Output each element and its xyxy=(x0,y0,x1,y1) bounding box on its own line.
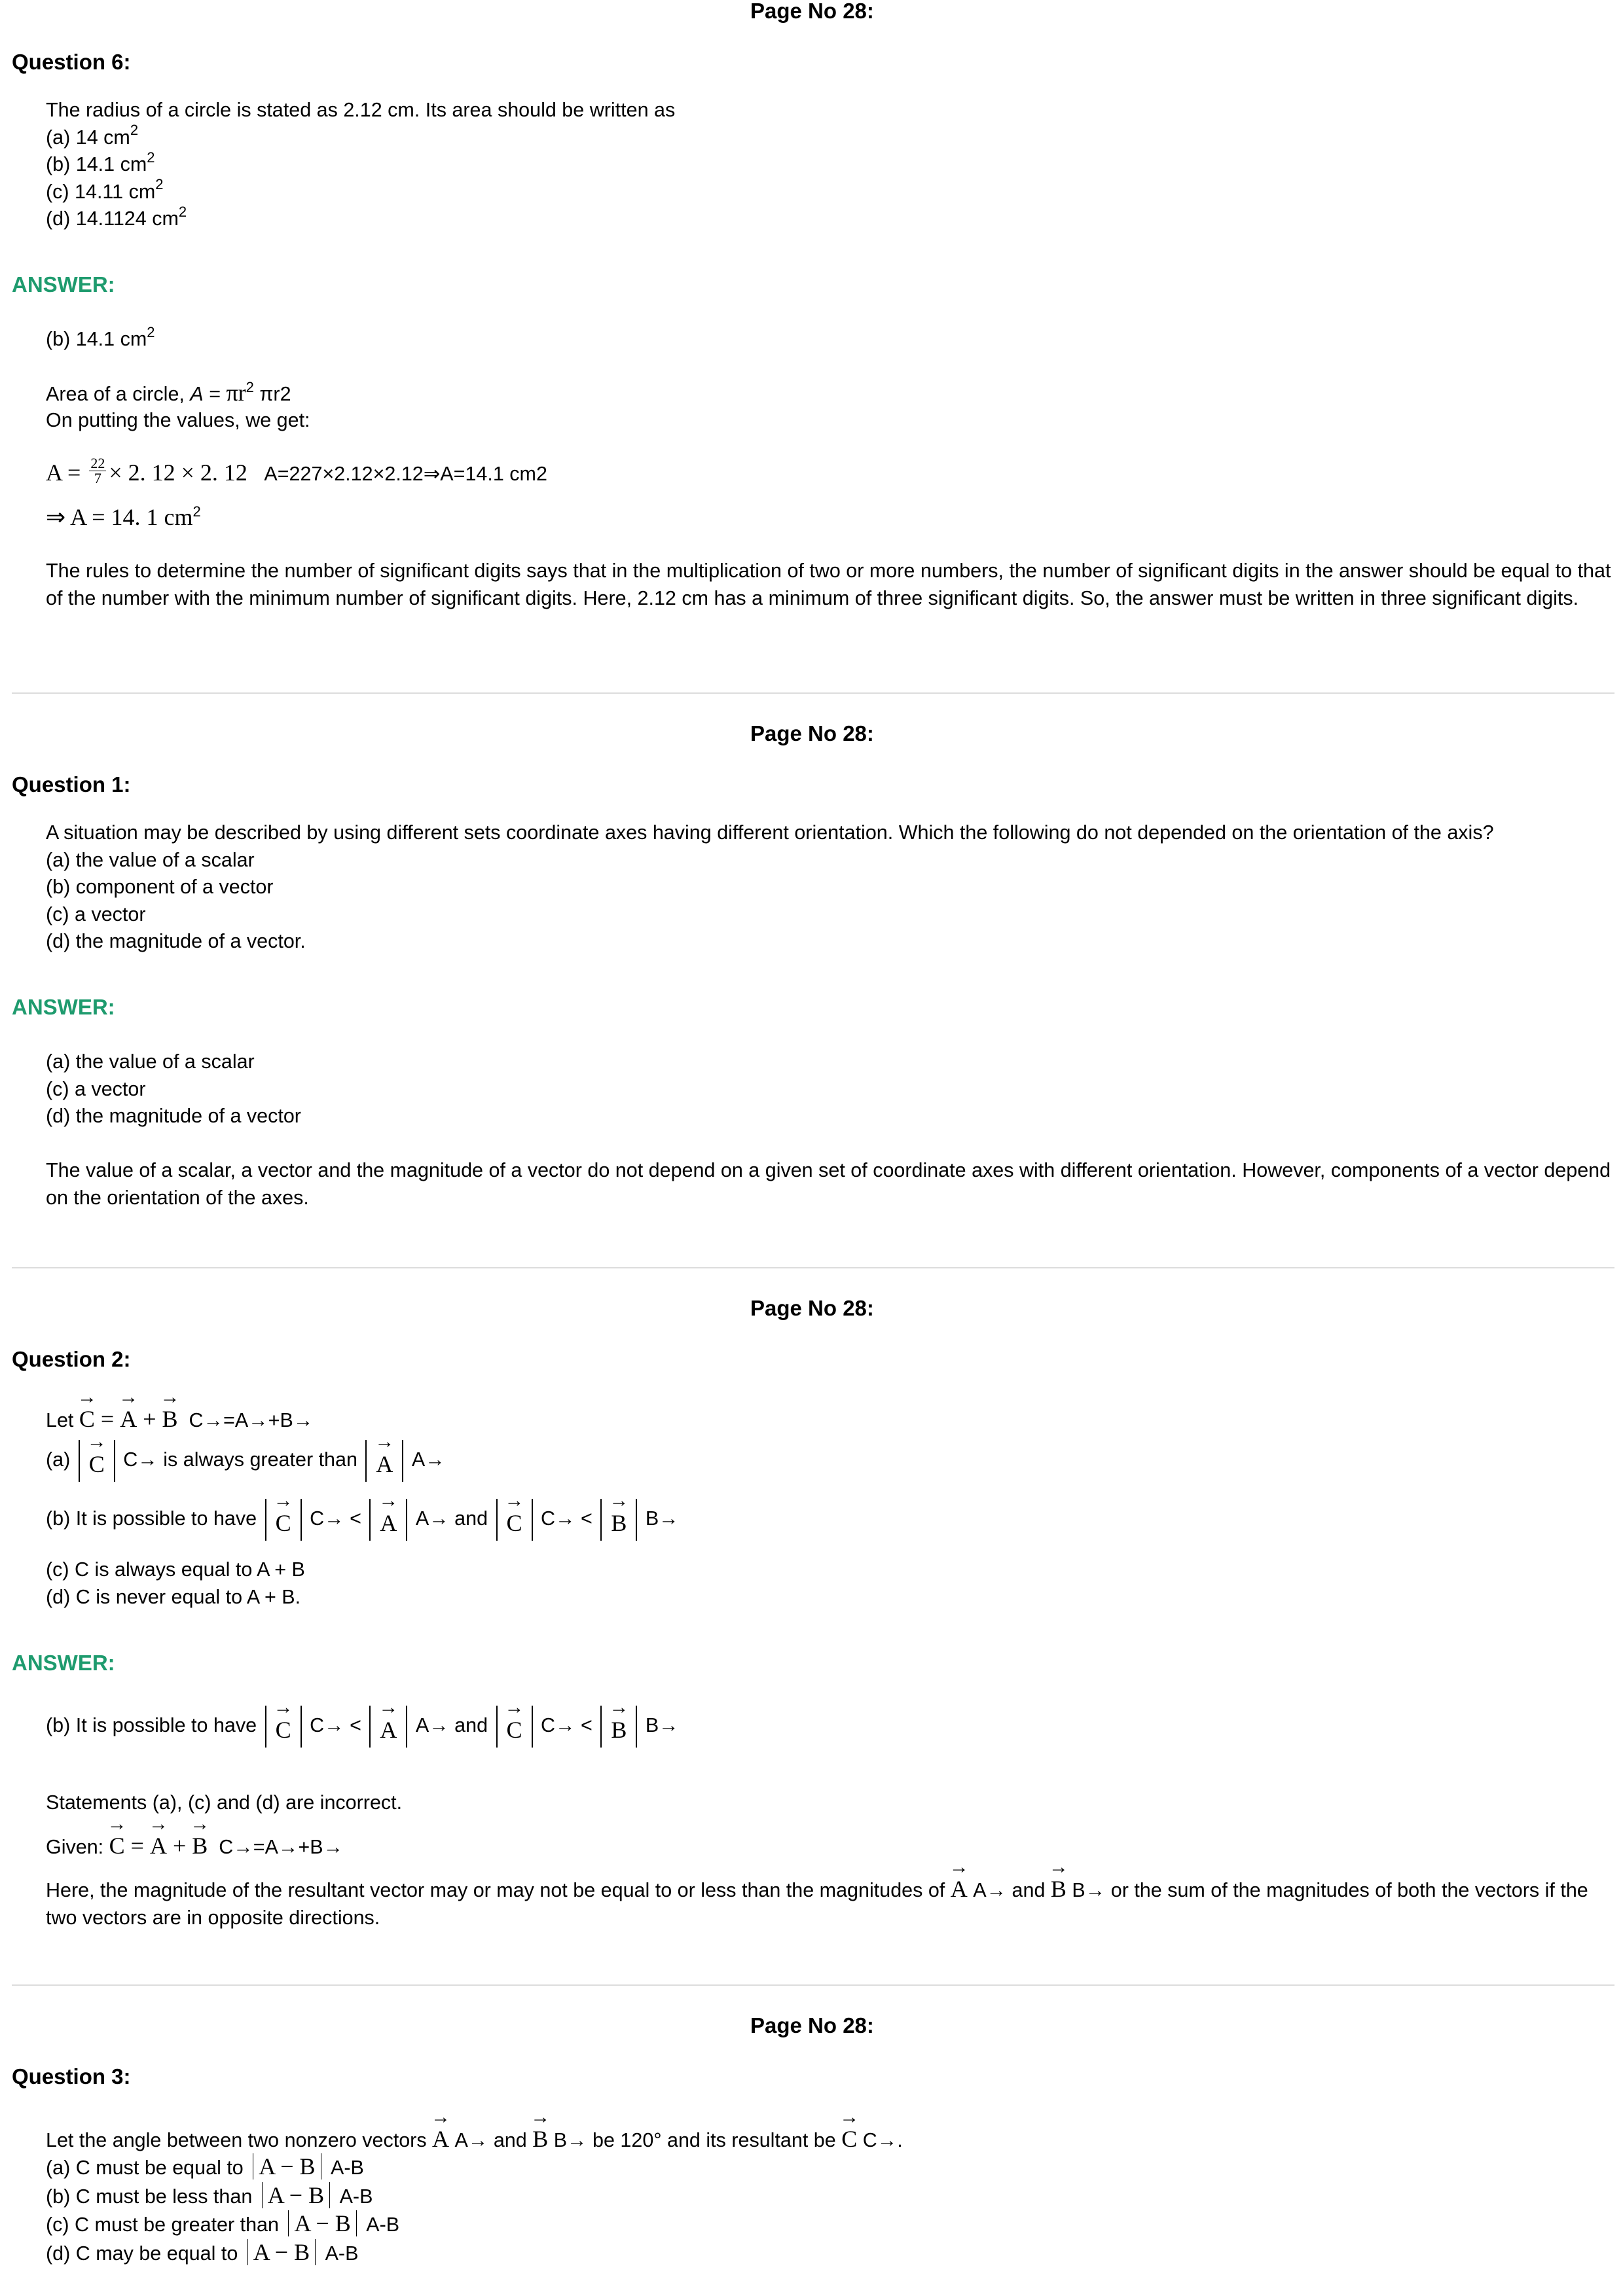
question-2-answer: (b) It is possible to have → C C→ < → A A→ and → C C→ < → B B→ xyxy=(46,1706,679,1748)
question-2-let: Let → C = → A + → B C→=A→+B→ xyxy=(46,1403,313,1435)
question-3-option-d: (d) C may be equal to A − B A-B xyxy=(46,2238,359,2265)
question-3-stem: Let the angle between two nonzero vectors → A A→ and → B B→ be 120° and its resultant be → C C→. xyxy=(46,2123,903,2155)
question-6-option-a: (a) 14 $cm^2$ xyxy=(46,122,139,149)
question-1-answer-a: (a) the value of a scalar xyxy=(46,1050,255,1073)
question-3-options xyxy=(46,2153,399,2267)
question-6-area-formula: Area of a circle, $A = \pi r^2$ πr2 xyxy=(46,378,291,406)
page-number: Page No 28: xyxy=(750,721,874,745)
question-3-option-b: (b) C must be less than A − B A-B xyxy=(46,2181,373,2208)
fraction-22-over-7: $\frac{22}{7}$ xyxy=(90,455,105,487)
question-1-option-d: (d) the magnitude of a vector. xyxy=(46,930,306,952)
page-number: Page No 28: xyxy=(750,1296,874,1320)
question-6-option-c: (c) 14.11 $cm^2$ xyxy=(46,176,164,203)
question-2-option-b: (b) It is possible to have → C C→ < → A A→ and → C C→ < → B B→ xyxy=(46,1499,679,1541)
question-3-title: Question 3: xyxy=(12,2064,131,2089)
question-1-body xyxy=(46,819,1623,956)
question-1-answer-c: (c) a vector xyxy=(46,1077,146,1100)
question-2-option-c: (c) C is always equal to A + B xyxy=(46,1558,305,1581)
divider xyxy=(12,692,1614,694)
answer-label: ANSWER: xyxy=(12,995,115,1019)
question-6-option-d: (d) 14.1124 $cm^2$ xyxy=(46,203,187,230)
question-2-option-a: (a) → C C→ is always greater than → A A→ xyxy=(46,1440,445,1482)
question-1-explanation: The value of a scalar, a vector and the magnitude of a vector do not depend on a given set of coordinate axes with different orientation. However, components of a vector depend on the orientation of the axes. xyxy=(46,1159,1611,1209)
question-6-stem: The radius of a circle is stated as 2.12 cm. Its area should be written as xyxy=(46,99,676,121)
question-6-body xyxy=(46,97,675,233)
question-2-title: Question 2: xyxy=(12,1347,131,1371)
page-number: Page No 28: xyxy=(750,0,874,23)
question-2-explanation: Here, the magnitude of the resultant vector may or may not be equal to or less than the magnitudes of → A A→ and → B B→ or the sum of the magnitudes of both the vectors if the two vectors are in opposite directions. xyxy=(46,1873,1623,1931)
question-6-result: ⇒ A = 14. 1 $cm^2$ xyxy=(46,503,201,530)
question-2-incorrect: Statements (a), (c) and (d) are incorrect. xyxy=(46,1791,403,1814)
question-1-option-c: (c) a vector xyxy=(46,903,146,925)
question-6-explanation: The rules to determine the number of significant digits says that in the multiplication of two or more numbers, the number of significant digits in the answer should be equal to that of the number with the minimum number of significant digits. Here, 2.12 cm has a minimum of three significant digits. So, the answer must be written in three significant digits. xyxy=(46,560,1611,609)
answer-label: ANSWER: xyxy=(12,272,115,296)
divider xyxy=(12,1267,1614,1268)
question-1-option-a: (a) the value of a scalar xyxy=(46,848,255,871)
question-1-title: Question 1: xyxy=(12,772,131,797)
question-6-calculation: A = $\frac{22}{7}$ × 2. 12 × 2. 12 A=227×2.12×2.12⇒A=14.1 cm2 xyxy=(46,455,547,487)
answer-label: ANSWER: xyxy=(12,1651,115,1675)
divider xyxy=(12,1984,1614,1986)
question-6-title: Question 6: xyxy=(12,50,131,74)
question-2-option-d: (d) C is never equal to A + B. xyxy=(46,1586,301,1608)
question-2-given: Given: → C = → A + → B C→=A→+B→ xyxy=(46,1830,343,1861)
question-3-option-a: (a) C must be equal to A − B A-B xyxy=(46,2153,364,2179)
question-1-answer-d: (d) the magnitude of a vector xyxy=(46,1105,301,1127)
question-1-option-b: (b) component of a vector xyxy=(46,876,274,898)
question-3-option-c: (c) C must be greater than A − B A-B xyxy=(46,2210,400,2236)
question-6-option-b: (b) 14.1 $cm^2$ xyxy=(46,149,155,175)
page-number: Page No 28: xyxy=(750,2013,874,2037)
question-6-putting: On putting the values, we get: xyxy=(46,409,310,431)
question-1-stem: A situation may be described by using different sets coordinate axes having different orientation. Which the following do not depended on the orientation of the axis? xyxy=(46,821,1494,844)
question-1-answers xyxy=(46,1049,301,1130)
question-6-answer: (b) 14.1 $cm^2$ xyxy=(46,323,155,350)
